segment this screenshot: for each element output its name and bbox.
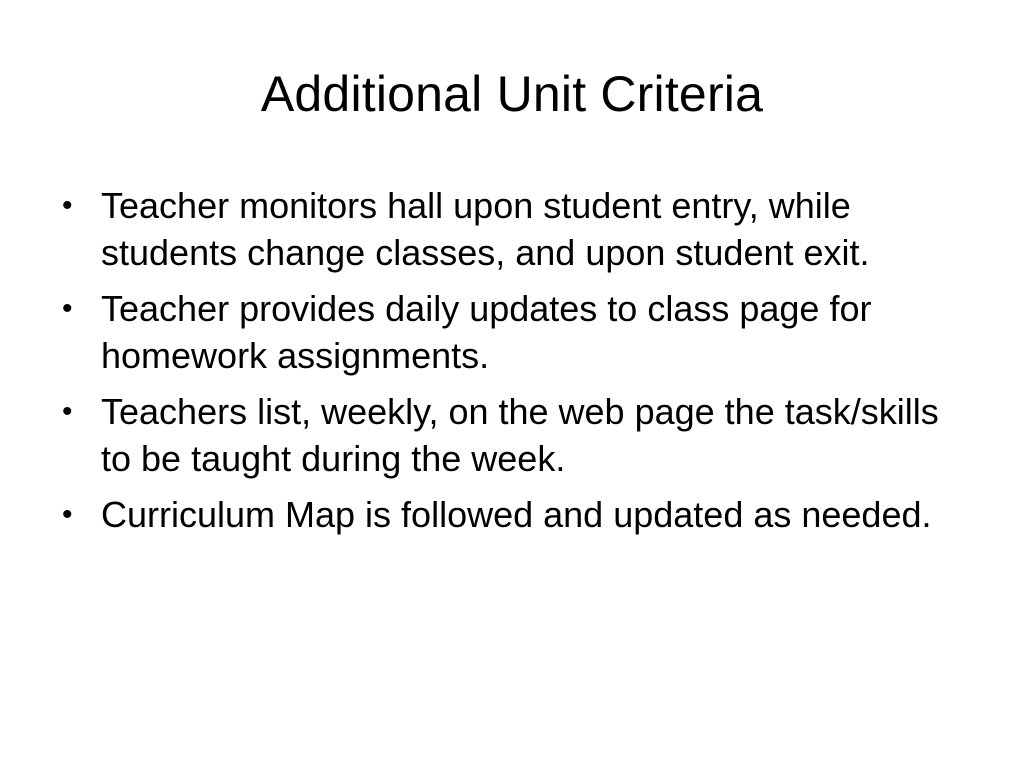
bullet-list xyxy=(62,182,942,547)
bullet-text: Curriculum Map is followed and updated as needed. xyxy=(101,494,932,535)
bullet-icon: • xyxy=(62,292,73,325)
bullet-item xyxy=(62,182,942,276)
bullet-item xyxy=(62,388,942,482)
bullet-item xyxy=(62,285,942,379)
bullet-icon: • xyxy=(62,395,73,428)
bullet-icon: • xyxy=(62,498,73,531)
bullet-icon: • xyxy=(62,189,73,222)
bullet-text: Teacher provides daily updates to class page for homework assignments. xyxy=(101,288,872,376)
slide-title: Additional Unit Criteria xyxy=(260,66,764,122)
bullet-item xyxy=(62,491,942,538)
bullet-text: Teachers list, weekly, on the web page the task/skills to be taught during the week. xyxy=(101,391,939,479)
bullet-text: Teacher monitors hall upon student entry, while students change classes, and upon student exit. xyxy=(101,185,870,273)
